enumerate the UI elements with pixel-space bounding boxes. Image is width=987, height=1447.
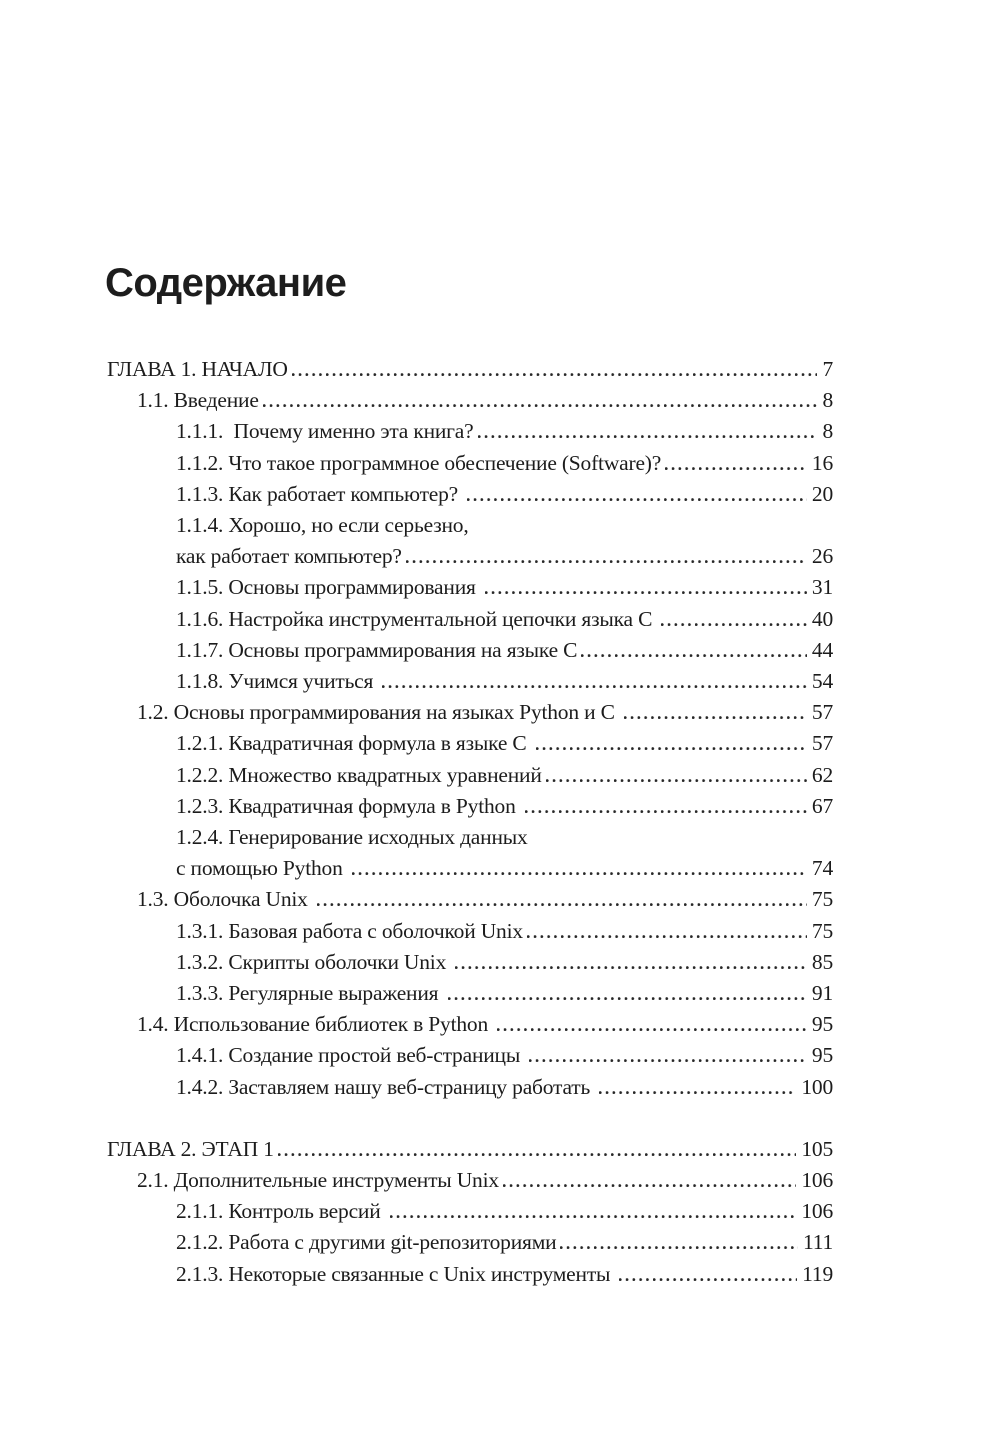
toc-entry-page-number: 119 xyxy=(802,1261,833,1286)
toc-entry-row xyxy=(176,666,833,697)
toc-entry-label: 1.1.5. Основы программирования xyxy=(176,575,481,600)
toc-entry xyxy=(107,1009,833,1040)
toc-entry-row xyxy=(176,791,833,822)
dot-leader xyxy=(292,372,818,376)
toc-entry xyxy=(107,354,833,385)
dot-leader xyxy=(278,1152,797,1156)
toc-entry-page-number: 7 xyxy=(822,357,833,381)
toc-entry-row xyxy=(176,1196,833,1227)
toc-entry-page-number: 75 xyxy=(811,887,833,912)
toc-entry-page-number: 85 xyxy=(811,949,833,974)
toc-entry-label: 1.3. Оболочка Unix xyxy=(137,887,313,912)
toc-entry-row xyxy=(107,1134,833,1165)
toc-entry-row xyxy=(137,385,833,416)
dot-leader xyxy=(406,559,807,563)
toc-entry-page-number: 16 xyxy=(811,450,833,475)
toc-entry-label: 2.1.3. Некоторые связанные с Unix инструменты xyxy=(176,1261,616,1286)
toc-entry xyxy=(107,760,833,791)
toc-entry-label: 1.2.4. Генерирование исходных данных xyxy=(176,825,528,850)
toc-entry xyxy=(107,479,833,510)
toc-entry-label: 1.1.4. Хорошо, но если серьезно, xyxy=(176,513,469,538)
toc-entry-page-number: 54 xyxy=(811,669,833,694)
toc-entry-page-number: 20 xyxy=(811,481,833,506)
toc-entry-page-number: 26 xyxy=(811,544,833,569)
toc-entry xyxy=(107,1259,833,1290)
toc-entry xyxy=(107,604,833,635)
toc-entry-page-number: 95 xyxy=(811,1043,833,1068)
toc-entry-label: 1.3.1. Базовая работа с оболочкой Unix xyxy=(176,918,523,943)
dot-leader xyxy=(661,622,806,626)
dot-leader xyxy=(624,715,807,719)
page-title: Содержание xyxy=(105,261,347,305)
toc-entry-row xyxy=(137,884,833,915)
toc-entry xyxy=(107,1227,833,1258)
dot-leader xyxy=(478,434,818,438)
dot-leader xyxy=(317,902,807,906)
toc-entry xyxy=(107,728,833,759)
toc-entry-label: 1.4. Использование библиотек в Python xyxy=(137,1012,494,1037)
toc-entry xyxy=(107,416,833,447)
toc-entry-page-number: 67 xyxy=(811,793,833,818)
toc-entry-page-number: 8 xyxy=(822,388,833,413)
dot-leader xyxy=(536,746,807,750)
toc-entry-page-number: 40 xyxy=(811,606,833,631)
toc-entry-row xyxy=(176,1072,833,1103)
toc-entry xyxy=(107,1040,833,1071)
toc-entry-row xyxy=(176,728,833,759)
toc-entry-row xyxy=(137,1165,833,1196)
toc-entry-page-number: 75 xyxy=(811,918,833,943)
toc-entry-label: 1.1. Введение xyxy=(137,388,259,413)
toc-entry-page-number: 74 xyxy=(811,856,833,881)
toc-entry-label: 1.1.6. Настройка инструментальной цепочки языка C xyxy=(176,606,658,631)
dot-leader xyxy=(390,1214,797,1218)
toc-entry-label: 1.4.1. Создание простой веб-страницы xyxy=(176,1043,526,1068)
toc-entry-label: 1.3.3. Регулярные выражения xyxy=(176,981,444,1006)
toc-entry-page-number: 57 xyxy=(811,731,833,756)
dot-leader xyxy=(581,653,807,657)
dot-leader xyxy=(448,996,807,1000)
dot-leader xyxy=(467,497,807,501)
toc-entry-label: с помощью Python xyxy=(176,856,348,881)
toc-entry xyxy=(107,1134,833,1165)
toc-entry-row xyxy=(107,354,833,385)
toc-entry-label: ГЛАВА 1. НАЧАЛО xyxy=(107,357,288,381)
toc-entry-row xyxy=(137,697,833,728)
toc-entry-row xyxy=(176,510,833,541)
dot-leader xyxy=(525,809,807,813)
toc-entry-label: 2.1.1. Контроль версий xyxy=(176,1199,386,1224)
toc-entry-row xyxy=(176,541,833,572)
toc-entry-label: как работает компьютер? xyxy=(176,544,402,569)
toc-entry xyxy=(107,884,833,915)
toc-entry-row xyxy=(176,448,833,479)
toc-entry xyxy=(107,666,833,697)
toc-entry-label: 1.2.2. Множество квадратных уравнений xyxy=(176,762,542,787)
toc-entry-page-number: 91 xyxy=(811,981,833,1006)
toc-entry-page-number: 44 xyxy=(811,637,833,662)
dot-leader xyxy=(619,1277,797,1281)
dot-leader xyxy=(546,778,807,782)
toc-entry-row xyxy=(176,1040,833,1071)
dot-leader xyxy=(455,965,807,969)
toc-entry-page-number: 111 xyxy=(802,1230,833,1255)
toc-entry-row xyxy=(176,635,833,666)
toc-entry-label: 2.1. Дополнительные инструменты Unix xyxy=(137,1168,499,1193)
toc-entry-label: 1.2. Основы программирования на языках Python и C xyxy=(137,700,620,725)
toc-entry xyxy=(107,916,833,947)
toc-entry xyxy=(107,1165,833,1196)
dot-leader xyxy=(503,1183,796,1187)
dot-leader xyxy=(497,1027,807,1031)
dot-leader xyxy=(352,871,807,875)
toc-entry-page-number: 57 xyxy=(811,700,833,725)
toc-entry-row xyxy=(176,822,833,853)
toc-entry-page-number: 105 xyxy=(801,1136,833,1161)
toc-entry xyxy=(107,385,833,416)
toc-entry xyxy=(107,978,833,1009)
toc-list xyxy=(107,354,833,1290)
dot-leader xyxy=(485,590,807,594)
dot-leader xyxy=(263,403,818,407)
toc-entry-row xyxy=(137,1009,833,1040)
toc-entry-page-number: 106 xyxy=(801,1199,833,1224)
dot-leader xyxy=(560,1245,797,1249)
toc-entry-label: 1.3.2. Скрипты оболочки Unix xyxy=(176,949,452,974)
dot-leader xyxy=(529,1058,807,1062)
toc-entry-label: 1.1.3. Как работает компьютер? xyxy=(176,481,464,506)
toc-entry-row xyxy=(176,760,833,791)
toc-entry-label: 1.1.7. Основы программирования на языке C xyxy=(176,637,578,662)
toc-entry-page-number: 95 xyxy=(811,1012,833,1037)
toc-entry xyxy=(107,1196,833,1227)
toc-entry-row xyxy=(176,947,833,978)
dot-leader xyxy=(382,684,807,688)
toc-entry-row xyxy=(176,604,833,635)
toc-entry-label: 1.1.8. Учимся учиться xyxy=(176,669,379,694)
toc-entry-page-number: 106 xyxy=(801,1168,833,1193)
toc-entry-row xyxy=(176,1227,833,1258)
toc-entry-label: 1.1.1. Почему именно эта книга? xyxy=(176,419,474,444)
toc-entry xyxy=(107,822,833,884)
toc-entry-label: 1.2.3. Квадратичная формула в Python xyxy=(176,793,521,818)
dot-leader xyxy=(665,466,807,470)
toc-entry-page-number: 8 xyxy=(822,419,833,444)
toc-entry-page-number: 100 xyxy=(801,1074,833,1099)
toc-entry-row xyxy=(176,416,833,447)
toc-entry xyxy=(107,635,833,666)
toc-entry-row xyxy=(176,1259,833,1290)
toc-entry-row xyxy=(176,853,833,884)
toc-entry xyxy=(107,947,833,978)
toc-entry-page-number: 31 xyxy=(811,575,833,600)
toc-entry-label: 1.4.2. Заставляем нашу веб-страницу работать xyxy=(176,1074,596,1099)
toc-entry xyxy=(107,1072,833,1103)
toc-entry xyxy=(107,510,833,572)
toc-entry-label: ГЛАВА 2. ЭТАП 1 xyxy=(107,1136,274,1161)
toc-entry-label: 2.1.2. Работа с другими git-репозиториями xyxy=(176,1230,557,1255)
toc-entry xyxy=(107,448,833,479)
toc-entry-label: 1.1.2. Что такое программное обеспечение (Software)? xyxy=(176,450,662,475)
toc-entry-row xyxy=(176,479,833,510)
toc-entry-row xyxy=(176,916,833,947)
toc-entry xyxy=(107,572,833,603)
dot-leader xyxy=(527,934,807,938)
toc-entry-row xyxy=(176,978,833,1009)
toc-entry-label: 1.2.1. Квадратичная формула в языке C xyxy=(176,731,532,756)
toc-entry-row xyxy=(176,572,833,603)
dot-leader xyxy=(599,1090,796,1094)
toc-entry xyxy=(107,697,833,728)
toc-entry xyxy=(107,791,833,822)
toc-entry-page-number: 62 xyxy=(811,762,833,787)
